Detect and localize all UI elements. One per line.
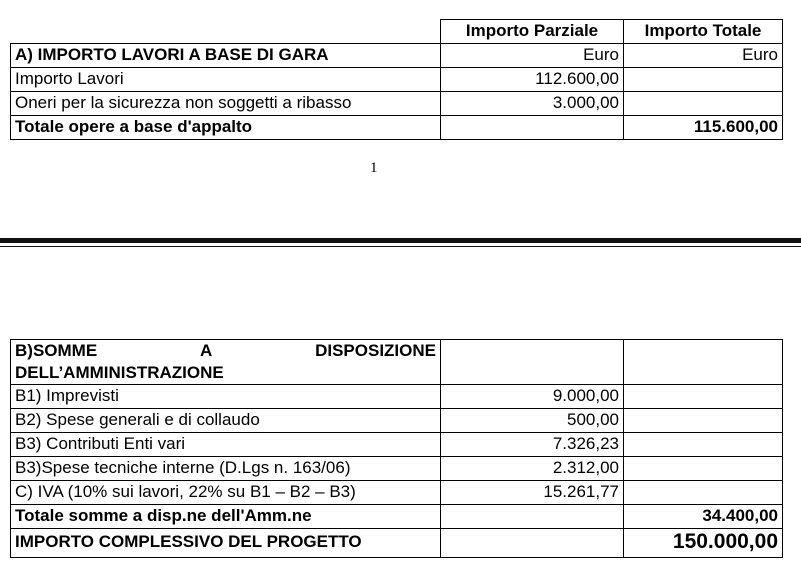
row-label: B3)Spese tecniche interne (D.Lgs n. 163/06): [11, 457, 441, 481]
total-value: 115.600,00: [624, 116, 783, 140]
row-partial: 2.312,00: [441, 457, 624, 481]
table-b-section-row: [11, 340, 783, 385]
row-partial: 9.000,00: [441, 385, 624, 409]
page-divider: [0, 238, 801, 243]
section-b-title: [11, 340, 441, 385]
table-row: [11, 433, 783, 457]
empty-header-cell: [11, 20, 441, 44]
grand-total-value: 150.000,00: [624, 529, 783, 558]
total-partial: [441, 116, 624, 140]
row-label: B2) Spese generali e di collaudo: [11, 409, 441, 433]
table-a-header-row: [11, 20, 783, 44]
table-a-total-row: [11, 116, 783, 140]
page-divider-thin: [0, 246, 801, 247]
table-row: [11, 68, 783, 92]
row-total: [624, 433, 783, 457]
table-b-total-row: [11, 505, 783, 529]
page-number: 1: [370, 160, 378, 176]
row-total: [624, 481, 783, 505]
row-total: [624, 92, 783, 116]
empty-cell: [441, 340, 624, 385]
grand-total-label: IMPORTO COMPLESSIVO DEL PROGETTO: [11, 529, 441, 558]
grand-total-row: [11, 529, 783, 558]
currency-total: Euro: [624, 44, 783, 68]
col-header-partial: Importo Parziale: [441, 20, 624, 44]
row-partial: 15.261,77: [441, 481, 624, 505]
table-importo-lavori: [10, 19, 783, 140]
grand-total-partial: [441, 529, 624, 558]
row-total: [624, 385, 783, 409]
table-row: [11, 457, 783, 481]
section-a-title: A) IMPORTO LAVORI A BASE DI GARA: [11, 44, 441, 68]
row-total: [624, 68, 783, 92]
row-partial: 7.326,23: [441, 433, 624, 457]
total-value: 34.400,00: [624, 505, 783, 529]
col-header-total: Importo Totale: [624, 20, 783, 44]
table-row: [11, 481, 783, 505]
table-a-section-row: [11, 44, 783, 68]
row-total: [624, 409, 783, 433]
total-partial: [441, 505, 624, 529]
row-label: B3) Contributi Enti vari: [11, 433, 441, 457]
currency-partial: Euro: [441, 44, 624, 68]
row-partial: 500,00: [441, 409, 624, 433]
table-row: [11, 92, 783, 116]
row-label: B1) Imprevisti: [11, 385, 441, 409]
row-label: Importo Lavori: [11, 68, 441, 92]
row-partial: 3.000,00: [441, 92, 624, 116]
section-b-title-line2: DELL’AMMINISTRAZIONE: [15, 363, 224, 382]
section-b-word-1: B)SOMME: [15, 341, 98, 360]
table-row: [11, 385, 783, 409]
table-row: [11, 409, 783, 433]
row-total: [624, 457, 783, 481]
table-somme-disposizione: [10, 339, 783, 558]
total-label: Totale somme a disp.ne dell'Amm.ne: [11, 505, 441, 529]
row-label: Oneri per la sicurezza non soggetti a ribasso: [11, 92, 441, 116]
section-b-word-3: DISPOSIZIONE: [315, 341, 436, 360]
row-label: C) IVA (10% sui lavori, 22% su B1 – B2 – B3): [11, 481, 441, 505]
total-label: Totale opere a base d'appalto: [11, 116, 441, 140]
row-partial: 112.600,00: [441, 68, 624, 92]
section-b-word-2: A: [199, 341, 213, 360]
empty-cell: [624, 340, 783, 385]
